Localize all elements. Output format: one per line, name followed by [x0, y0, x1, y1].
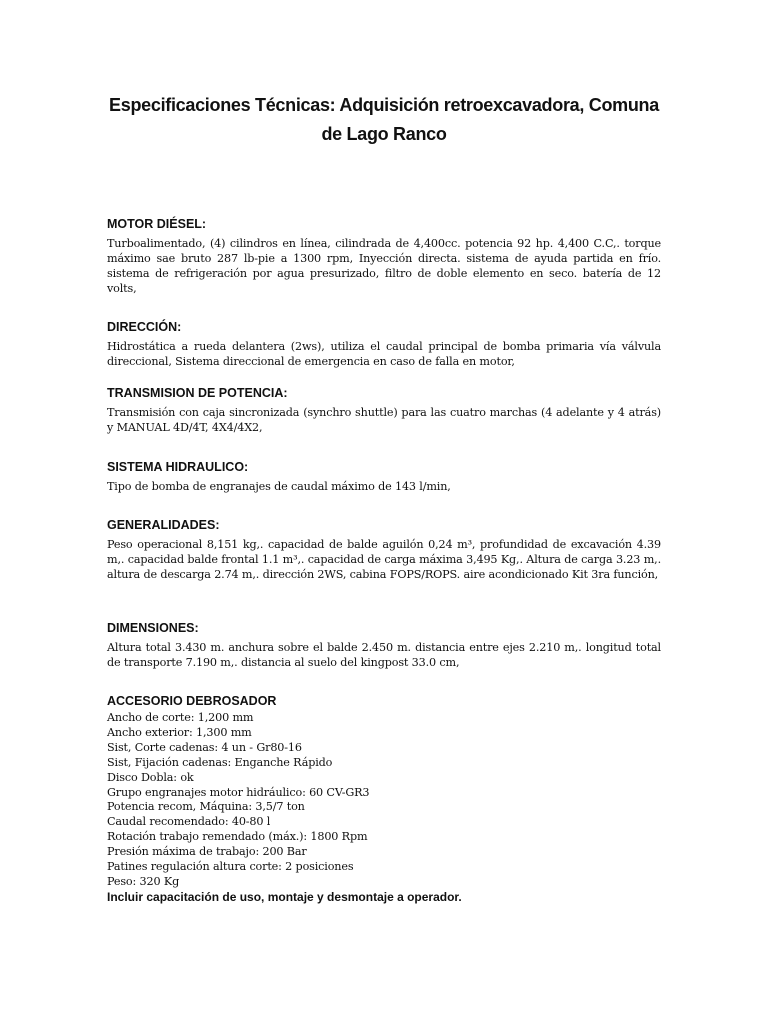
section-accesorio-debrosador: [107, 693, 661, 905]
section-body: Peso operacional 8,151 kg,. capacidad de balde aguilón 0,24 m³, profundidad de excavación 4.39 m,. capacidad balde frontal 1.1 m³,. capacidad de carga máxima 3,495 Kg,. Altura de carga 3.23 m,. altura de descarga 2.74 m,. dirección 2WS, cabina FOPS/ROPS. aire acondicionado Kit 3ra función,: [107, 538, 661, 581]
section-heading: ACCESORIO DEBROSADOR: [107, 694, 277, 708]
section-body: Altura total 3.430 m. anchura sobre el balde 2.450 m. distancia entre ejes 2.210 m,. longitud total de transporte 7.190 m,. distancia al suelo del kingpost 33.0 cm,: [107, 641, 661, 669]
section-heading: DIRECCIÓN:: [107, 320, 182, 334]
section-motor-diesel: [107, 216, 661, 296]
spec-item: Sist, Fijación cadenas: Enganche Rápido: [107, 755, 333, 769]
spec-item: Ancho de corte: 1,200 mm: [107, 711, 254, 724]
section-heading: TRANSMISION DE POTENCIA:: [107, 386, 288, 400]
section-generalidades: [107, 517, 661, 582]
section-dimensiones: [107, 620, 661, 670]
spec-item: Patines regulación altura corte: 2 posiciones: [107, 860, 354, 874]
spec-item: Peso: 320 Kg: [107, 874, 180, 888]
section-body: Hidrostática a rueda delantera (2ws), utiliza el caudal principal de bomba primaria vía válvula direccional, Sistema direccional de emergencia en caso de falla en motor,: [107, 340, 661, 368]
spec-list: [107, 711, 661, 890]
section-direccion: [107, 319, 661, 369]
spec-item: Presión máxima de trabajo: 200 Bar: [107, 845, 307, 859]
section-heading: DIMENSIONES:: [107, 621, 199, 635]
section-body: Tipo de bomba de engranajes de caudal máximo de 143 l/min,: [107, 480, 451, 493]
spec-item: Disco Dobla: ok: [107, 770, 194, 784]
section-heading: SISTEMA HIDRAULICO:: [107, 460, 249, 474]
document-page: [107, 0, 661, 1024]
document-title: Especificaciones Técnicas: Adquisición retroexcavadora, Comuna de Lago Ranco: [109, 95, 659, 144]
spec-item: Potencia recom, Máquina: 3,5/7 ton: [107, 800, 305, 814]
spec-item: Sist, Corte cadenas: 4 un - Gr80-16: [107, 740, 302, 754]
section-sistema-hidraulico: [107, 459, 661, 494]
section-body: Turboalimentado, (4) cilindros en línea, cilindrada de 4,400cc. potencia 92 hp. 4,400 C.C,. torque máximo sae bruto 287 lb-pie a 1300 rpm, Inyección directa. sistema de ayuda partida en frío. sistema de refrigeración por agua presurizado, filtro de doble elemento en seco. batería de 12 volts,: [107, 237, 661, 295]
section-body: Transmisión con caja sincronizada (synchro shuttle) para las cuatro marchas (4 adelante y 4 atrás) y MANUAL 4D/4T, 4X4/4X2,: [107, 406, 661, 434]
spec-item: Ancho exterior: 1,300 mm: [107, 725, 252, 739]
section-heading: MOTOR DIÉSEL:: [107, 217, 207, 231]
section-transmision: [107, 385, 661, 435]
section-heading: GENERALIDADES:: [107, 518, 220, 532]
spec-item: Rotación trabajo remendado (máx.): 1800 Rpm: [107, 830, 368, 844]
closing-note: Incluir capacitación de uso, montaje y desmontaje a operador.: [107, 889, 462, 904]
spec-item: Caudal recomendado: 40-80 l: [107, 815, 271, 829]
spec-item: Grupo engranajes motor hidráulico: 60 CV-GR3: [107, 785, 370, 799]
